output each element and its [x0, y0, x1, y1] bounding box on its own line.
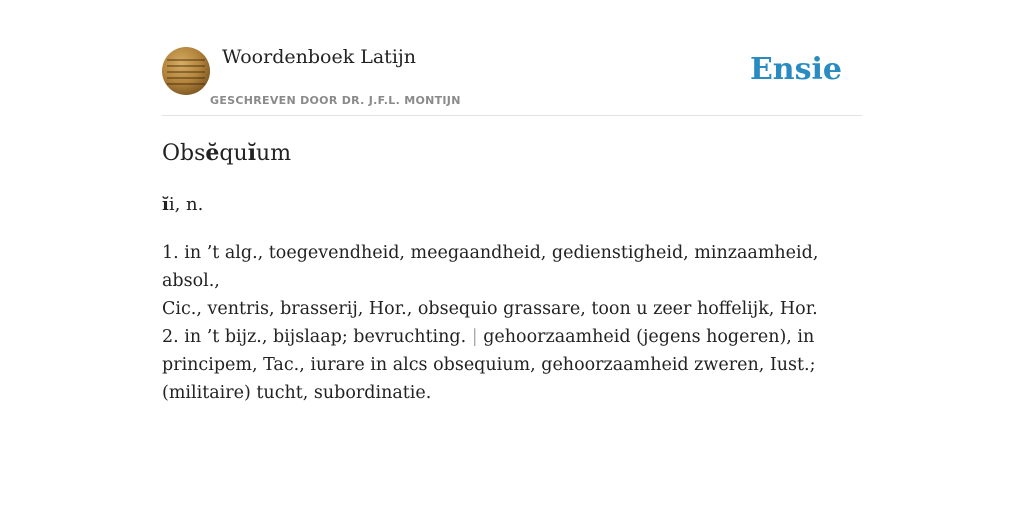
author-byline: GESCHREVEN DOOR DR. J.F.L. MONTIJN: [210, 94, 461, 107]
book-title[interactable]: Woordenboek Latijn: [222, 46, 417, 68]
title-part-accent: ĭ: [247, 140, 257, 166]
entry-title: [162, 140, 291, 166]
definition-separator: |: [471, 327, 478, 347]
definition-line: 2. in ’t bijz., bijslaap; bevruchting.: [162, 327, 467, 347]
title-part: qu: [219, 141, 248, 166]
title-part: Obs: [162, 141, 206, 166]
grammar-text: i, n.: [168, 194, 204, 215]
bronze-tablet-logo-icon[interactable]: [162, 47, 210, 95]
ensie-brand-logo[interactable]: Ensie: [749, 52, 842, 87]
page-container: [162, 0, 862, 403]
definition-line: 1. in ’t alg., toegevendheid, meegaandheid, gedienstigheid, minzaamheid, absol.,: [162, 243, 819, 291]
definition-line: (militaire) tucht, subordinatie.: [162, 383, 432, 403]
definition-line: gehoorzaamheid (jegens hogeren), in: [483, 327, 815, 347]
title-part-accent: ĕ: [205, 140, 220, 166]
grammar-info: [162, 194, 203, 215]
site-header: [162, 0, 862, 116]
grammar-accent: ĭ: [162, 194, 169, 215]
title-part: um: [256, 141, 292, 166]
definition-line: principem, Tac., iurare in alcs obsequium, gehoorzaamheid zweren, Iust.;: [162, 355, 816, 375]
definition-text: [162, 239, 862, 407]
definition-line: Cic., ventris, brasserij, Hor., obsequio grassare, toon u zeer hoffelijk, Hor.: [162, 299, 818, 319]
